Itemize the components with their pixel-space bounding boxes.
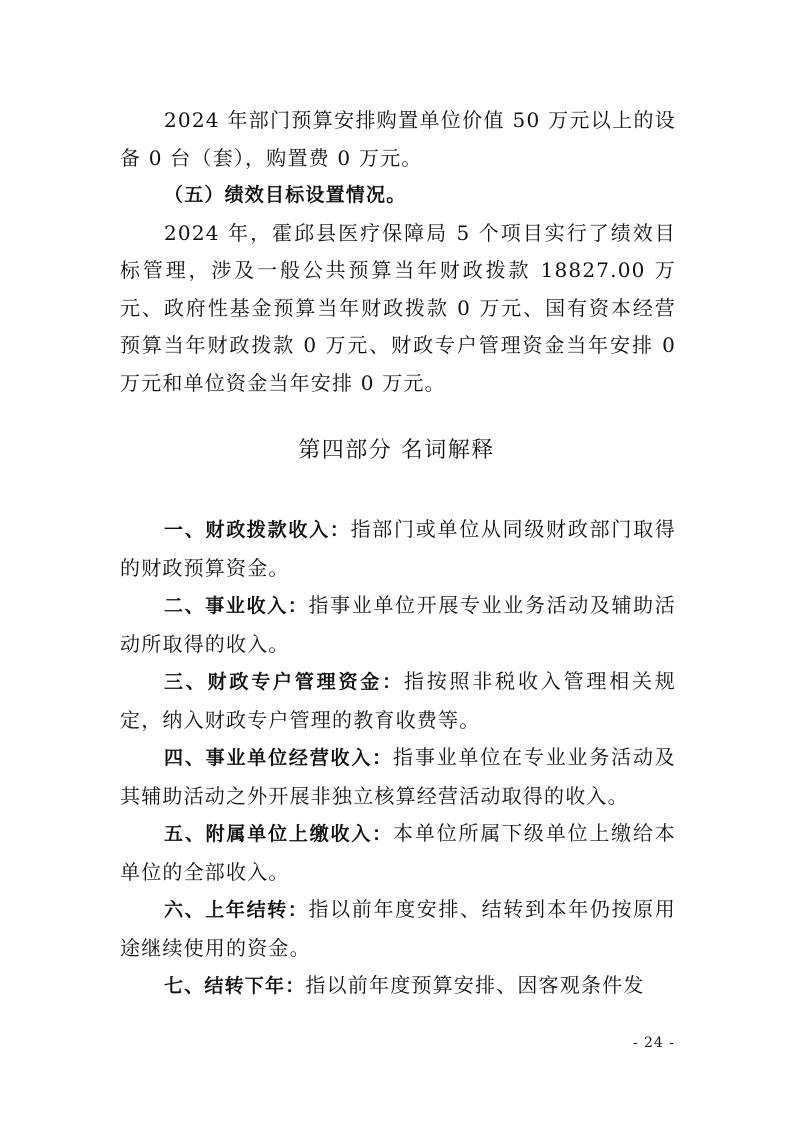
glossary-definition: 指事业单位开展专业业务活动及辅助活动所取得的收入。 — [120, 593, 677, 656]
glossary-definition: 指按照非税收入管理相关规定，纳入财政专户管理的教育收费等。 — [120, 669, 677, 732]
glossary-definition: 指部门或单位从同级财政部门取得的财政预算资金。 — [120, 517, 676, 580]
top-section — [120, 102, 676, 402]
glossary-item — [120, 815, 676, 891]
performance-heading: （五）绩效目标设置情况。 — [164, 184, 407, 206]
glossary-item — [120, 967, 676, 1006]
section-title: 第四部分 名词解释 — [298, 438, 495, 463]
glossary-definition: 指以前年度预算安排、因客观条件发 — [305, 973, 645, 997]
page-number: - 24 - — [632, 1035, 675, 1051]
glossary-term: 六、上年结转： — [164, 899, 309, 921]
glossary-definition: 指以前年度安排、结转到本年仍按原用途继续使用的资金。 — [120, 897, 677, 960]
glossary-term: 三、财政专户管理资金： — [164, 671, 404, 693]
glossary — [120, 511, 676, 1006]
glossary-term: 一、财政拨款收入： — [164, 519, 351, 541]
glossary-item — [120, 663, 676, 739]
glossary-item — [120, 511, 676, 587]
equipment-paragraph: 2024 年部门预算安排购置单位价值 50 万元以上的设备 0 台（套），购置费 0 万元。 — [120, 108, 676, 170]
glossary-definition: 指事业单位在专业业务活动及其辅助活动之外开展非独立核算经营活动取得的收入。 — [120, 745, 677, 808]
glossary-term: 四、事业单位经营收入： — [164, 747, 393, 769]
glossary-item — [120, 891, 676, 967]
performance-paragraph: 2024 年，霍邱县医疗保障局 5 个项目实行了绩效目标管理，涉及一般公共预算当年财政拨款 18827.00 万元、政府性基金预算当年财政拨款 0 万元、国有资本经营预算当年财政拨款 0 万元、财政专户管理资金当年安排 0 万元和单位资金当年安排 0 万元。 — [120, 220, 676, 395]
glossary-term: 二、事业收入： — [164, 595, 309, 617]
glossary-term: 七、结转下年： — [164, 975, 306, 997]
glossary-item — [120, 587, 676, 663]
glossary-item — [120, 739, 676, 815]
glossary-term: 五、附属单位上缴收入： — [164, 823, 393, 845]
glossary-definition: 本单位所属下级单位上缴给本单位的全部收入。 — [120, 821, 677, 884]
